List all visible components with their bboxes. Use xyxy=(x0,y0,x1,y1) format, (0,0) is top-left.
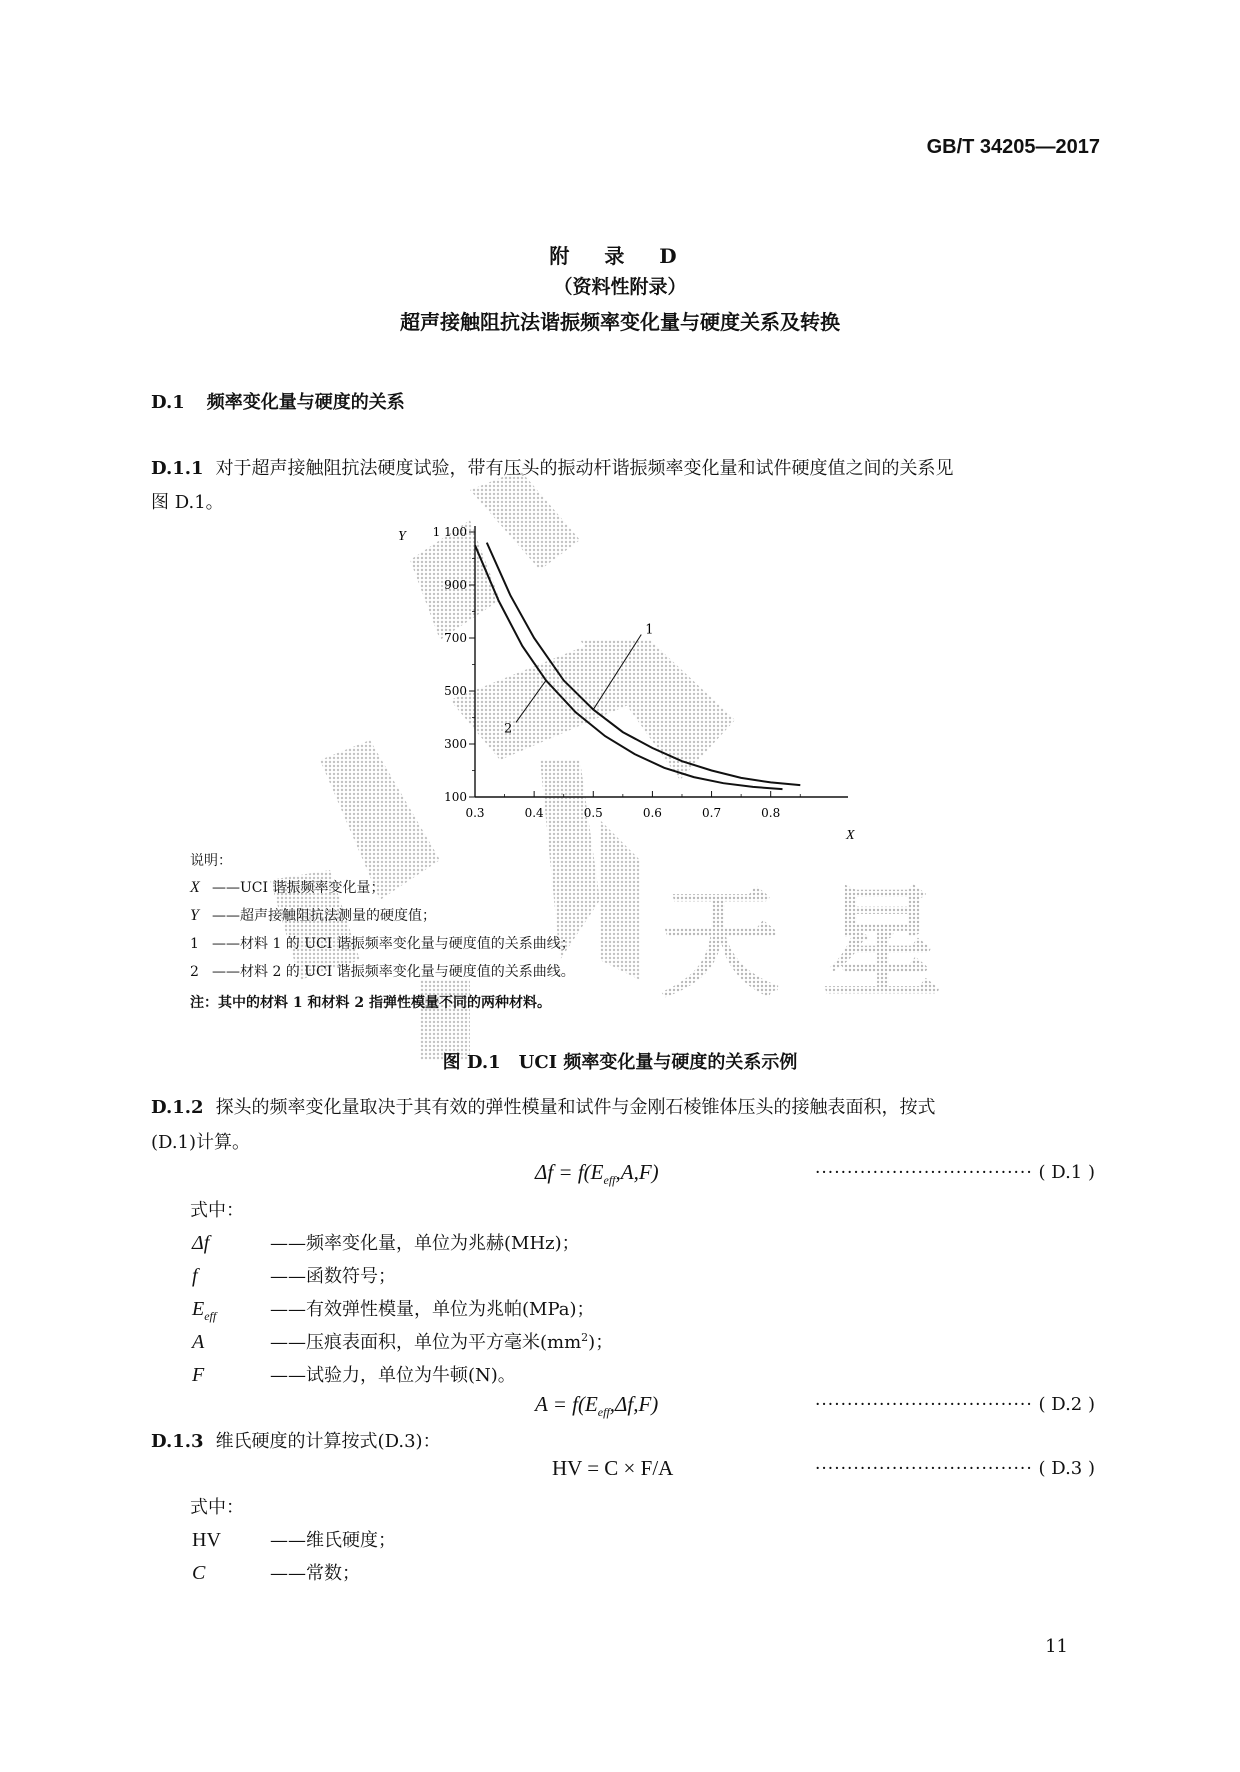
legend-note: 注：其中的材料 1 和材料 2 指弹性模量不同的两种材料。 xyxy=(190,995,551,1011)
page-number: 11 xyxy=(1045,1636,1068,1657)
y-axis-letter: Y xyxy=(398,529,406,544)
equation-number: ( D.2 ) xyxy=(1038,1394,1095,1415)
equation-d3: HV = C × F/A xyxy=(552,1456,674,1480)
clause-number: D.1.2 xyxy=(151,1097,204,1118)
series-line-2 xyxy=(475,545,783,789)
equation-sub: eff xyxy=(597,1405,610,1420)
y-tick-label: 1 100 xyxy=(432,525,467,539)
definition-text: ——有效弹性模量，单位为兆帕(MPa)； xyxy=(270,1299,595,1320)
y-tick-label: 300 xyxy=(444,737,467,751)
clause-text: 维氏硬度的计算按式(D.3)： xyxy=(215,1431,441,1452)
legend-key: X xyxy=(190,879,200,896)
x-tick-label: 0.4 xyxy=(524,806,544,820)
section-number: D.1 xyxy=(151,392,185,413)
series-2-label: 2 xyxy=(503,721,513,737)
x-tick-label: 0.8 xyxy=(761,806,781,820)
legend-text: ——材料 2 的 UCI 谐振频率变化量与硬度值的关系曲线。 xyxy=(212,964,575,980)
definition-row xyxy=(192,1262,396,1288)
equation-rhs: ,A,F) xyxy=(615,1160,659,1184)
figure-caption: 图 D.1 UCI 频率变化量与硬度的关系示例 xyxy=(442,1052,798,1073)
legend-item xyxy=(190,961,575,981)
legend-key: 1 xyxy=(190,936,199,952)
legend-item xyxy=(190,905,436,925)
definition-text: ——试验力，单位为牛顿(N)。 xyxy=(270,1365,516,1386)
appendix-type: （资料性附录） xyxy=(553,276,687,298)
definition-text: ——函数符号； xyxy=(270,1266,396,1287)
equation-number: ( D.3 ) xyxy=(1038,1458,1095,1479)
clause-text: 探头的频率变化量取决于其有效的弹性模量和试件与金刚石棱锥体压头的接触表面积，按式 xyxy=(215,1097,936,1118)
definition-symbol: HV xyxy=(192,1529,221,1551)
definition-text: ——常数； xyxy=(270,1563,360,1584)
definition-sup: 2 xyxy=(581,1331,589,1344)
equation-d2 xyxy=(535,1392,658,1420)
appendix-title: 超声接触阻抗法谐振频率变化量与硬度关系及转换 xyxy=(400,310,840,334)
symbol-sub: eff xyxy=(204,1309,217,1323)
symbol-base: E xyxy=(192,1298,205,1320)
y-tick-label: 500 xyxy=(444,684,467,698)
chart-series xyxy=(475,543,800,790)
equation-number: ( D.1 ) xyxy=(1038,1162,1095,1183)
definition-row xyxy=(192,1526,396,1552)
x-tick-label: 0.3 xyxy=(465,806,485,820)
leader-text: ·································· xyxy=(815,1459,1033,1479)
figure-d1-chart xyxy=(390,520,870,850)
paragraph-d12-line1 xyxy=(151,1093,936,1119)
definition-symbol: Δf xyxy=(192,1232,210,1254)
paragraph-d11-line1 xyxy=(151,454,954,480)
definition-text: ——压痕表面积，单位为平方毫米(mm xyxy=(270,1332,582,1353)
equation-sub: eff xyxy=(603,1173,616,1188)
legend-text: ——超声接触阻抗法测量的硬度值； xyxy=(212,908,436,924)
leader-text: ·································· xyxy=(815,1395,1033,1415)
x-tick-label: 0.6 xyxy=(642,806,662,820)
clause-number: D.1.3 xyxy=(151,1431,204,1452)
x-axis-letter: X xyxy=(846,828,855,843)
where-label: 式中： xyxy=(190,1497,244,1518)
definition-row xyxy=(192,1559,360,1585)
watermark-text: 天 星 xyxy=(660,875,942,1014)
paragraph-d12-line2: (D.1)计算。 xyxy=(151,1132,251,1153)
definition-symbol: F xyxy=(192,1364,205,1386)
paragraph-d13 xyxy=(151,1427,441,1453)
legend-heading: 说明： xyxy=(190,853,232,869)
definition-symbol xyxy=(192,1298,270,1324)
equation-d1 xyxy=(535,1160,659,1188)
leader-text: ·································· xyxy=(815,1163,1033,1183)
clause-number: D.1.1 xyxy=(151,458,204,479)
series-1-leader xyxy=(593,635,641,710)
y-tick-label: 100 xyxy=(444,790,467,804)
y-tick-label: 700 xyxy=(444,631,467,645)
x-tick-label: 0.7 xyxy=(702,806,722,820)
equation-lhs: A = f(E xyxy=(535,1392,598,1416)
clause-text: 对于超声接触阻抗法硬度试验，带有压头的振动杆谐振频率变化量和试件硬度值之间的关系见 xyxy=(215,458,954,479)
definition-tail: )； xyxy=(588,1332,614,1353)
equation-rhs: ,Δf,F) xyxy=(609,1392,659,1416)
legend-item xyxy=(190,933,575,953)
series-1-label: 1 xyxy=(645,622,654,638)
chart-axes xyxy=(475,526,848,797)
equation-lhs: Δf = f(E xyxy=(535,1160,604,1184)
definition-symbol: f xyxy=(192,1265,198,1287)
definition-row xyxy=(192,1295,595,1324)
legend-item xyxy=(190,877,385,897)
definition-row xyxy=(192,1328,613,1354)
definition-symbol: A xyxy=(192,1331,205,1353)
series-2-leader xyxy=(516,680,546,722)
y-tick-label: 900 xyxy=(444,578,467,592)
legend-key: 2 xyxy=(190,964,199,980)
section-title: 频率变化量与硬度的关系 xyxy=(206,392,405,413)
legend-text: ——UCI 谐振频率变化量； xyxy=(212,880,385,896)
definition-text: ——频率变化量，单位为兆赫(MHz)； xyxy=(270,1233,580,1254)
paragraph-d11-line2: 图 D.1。 xyxy=(151,492,224,513)
definition-text: ——维氏硬度； xyxy=(270,1530,396,1551)
legend-key: Y xyxy=(190,907,199,924)
definition-symbol: C xyxy=(192,1562,206,1584)
definition-row xyxy=(192,1361,516,1387)
appendix-label: 附 录 D xyxy=(549,244,691,268)
standard-number: GB/T 34205—2017 xyxy=(926,136,1100,158)
legend-text: ——材料 1 的 UCI 谐振频率变化量与硬度值的关系曲线； xyxy=(212,936,575,952)
x-tick-label: 0.5 xyxy=(583,806,603,820)
where-label: 式中： xyxy=(190,1200,244,1221)
section-heading-d1 xyxy=(151,388,405,414)
definition-row xyxy=(192,1229,580,1255)
